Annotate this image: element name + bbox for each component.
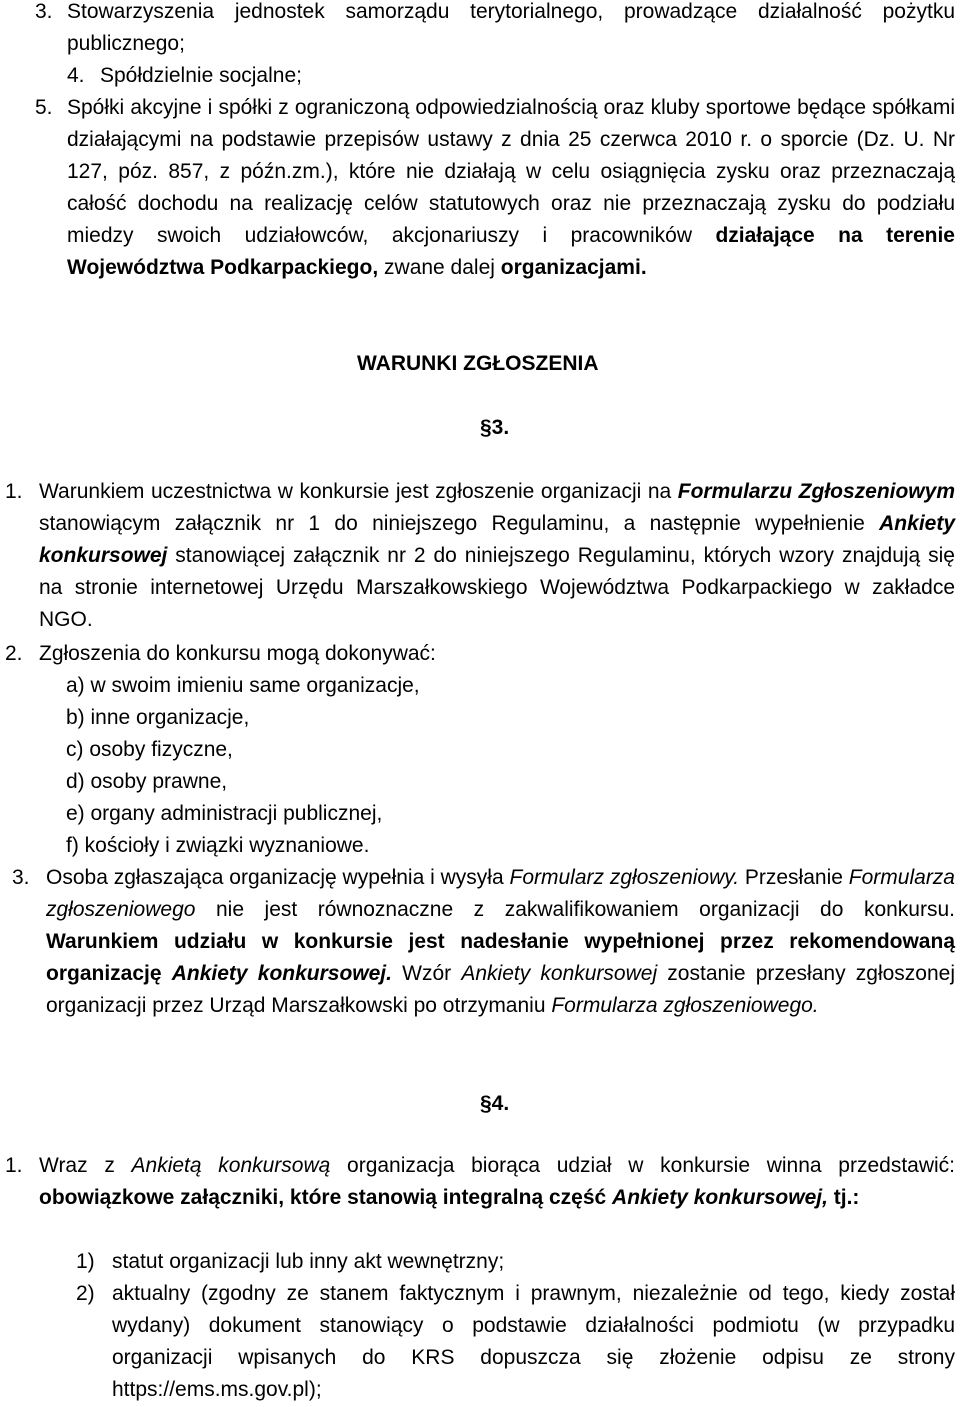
list-item-text: statut organizacji lub inny akt wewnętrzny; [112, 1250, 505, 1273]
bold-text: tj.: [827, 1186, 860, 1209]
paragraph-text: Wraz z Ankietą konkursową organizacja biorąca udział w konkursie winna przedstawić: obowiązkowe załączniki, które stanowią integralną część Ankiety konkursowej, tj.: [39, 1154, 955, 1209]
bold-text: obowiązkowe załączniki, które stanowią integralną część [39, 1186, 613, 1209]
bold-italic-text: Formularzu Zgłoszeniowym [677, 480, 955, 503]
italic-text: Formularz zgłoszeniowy. [509, 866, 740, 889]
italic-text: Ankietą konkursową [131, 1154, 331, 1177]
section-title: §3. [480, 416, 510, 439]
list-number: 1) [76, 1250, 95, 1273]
bold-italic-text: Ankiety konkursowej. [171, 962, 392, 985]
list-item: a) w swoim imieniu same organizacje, [66, 674, 420, 697]
italic-text: Ankiety konkursowej [461, 962, 658, 985]
bold-text: Warunkiem udziału w konkursie jest nadesłanie wypełnionej przez rekomendowaną organizację [46, 930, 955, 985]
italic-text: Formularza zgłoszeniowego. [551, 994, 819, 1017]
paragraph-number: 1. [5, 480, 23, 503]
list-item-text: Stowarzyszenia jednostek samorządu terytorialnego, prowadzące działalność pożytku publicznego; [67, 0, 955, 55]
list-item: e) organy administracji publicznej, [66, 802, 383, 825]
paragraph-text: Warunkiem uczestnictwa w konkursie jest zgłoszenie organizacji na Formularzu Zgłoszeniowym stanowiącym załącznik nr 1 do niniejszego Regulaminu, a następnie wypełnienie Ankiety konkursowej stanowiącej załącznik nr 2 do niniejszego Regulaminu, których wzory znajdują się na stronie internetowej Urzędu Marszałkowskiego Województwa Podkarpackiego w zakładce NGO. [39, 480, 955, 631]
paragraph-text: Osoba zgłaszająca organizację wypełnia i wysyła Formularz zgłoszeniowy. Przesłanie Formularza zgłoszeniowego nie jest równoznaczne z zakwalifikowaniem organizacji do konkursu. Warunkiem udziału w konkursie jest nadesłanie wypełnionej przez rekomendowaną organizację Ankiety konkursowej. Wzór Ankiety konkursowej zostanie przesłany zgłoszonej organizacji przez Urząd Marszałkowski po otrzymaniu Formularza zgłoszeniowego. [46, 866, 955, 1017]
list-item: c) osoby fizyczne, [66, 738, 233, 761]
bold-italic-text: Ankiety konkursowej, [612, 1186, 828, 1209]
list-item-text: aktualny (zgodny ze stanem faktycznym i prawnym, niezależnie od tego, kiedy został wydany) dokument stanowiący o podstawie działalności podmiotu (w przypadku organizacji wpisanych do KRS dopuszcza się złożenie odpisu ze strony https://ems.ms.gov.pl); [112, 1282, 955, 1401]
paragraph-number: 3. [12, 866, 30, 889]
list-item: f) kościoły i związki wyznaniowe. [66, 834, 370, 857]
list-item-text: Spółki akcyjne i spółki z ograniczoną odpowiedzialnością oraz kluby sportowe będące spółkami działającymi na podstawie przepisów ustawy z dnia 25 czerwca 2010 r. o sporcie (Dz. U. Nr 127, póz. 857, z późn.zm.), które nie działają w celu osiągnięcia zysku oraz przeznaczają całość dochodu na realizację celów statutowych oraz nie przeznaczają zysku do podziału miedzy swoich udziałowców, akcjonariuszy i pracowników działające na terenie Województwa Podkarpackiego, zwane dalej organizacjami. [67, 96, 955, 279]
list-number: 2) [76, 1282, 95, 1305]
bold-text: działające na terenie Województwa Podkarpackiego, [67, 224, 955, 279]
list-item-text: Spółdzielnie socjalne; [100, 64, 302, 87]
list-item: b) inne organizacje, [66, 706, 250, 729]
paragraph-number: 2. [5, 642, 23, 665]
section-title: §4. [480, 1092, 510, 1115]
italic-text: Formularza zgłoszeniowego [46, 866, 955, 921]
section-heading: WARUNKI ZGŁOSZENIA [357, 352, 599, 375]
list-number: 4. [67, 64, 85, 87]
paragraph-text: Zgłoszenia do konkursu mogą dokonywać: [39, 642, 436, 665]
list-number: 5. [35, 96, 53, 119]
list-number: 3. [35, 0, 53, 23]
bold-italic-text: Ankiety konkursowej [39, 512, 955, 567]
paragraph-number: 1. [5, 1154, 23, 1177]
bold-text: organizacjami. [500, 256, 647, 279]
list-item: d) osoby prawne, [66, 770, 228, 793]
